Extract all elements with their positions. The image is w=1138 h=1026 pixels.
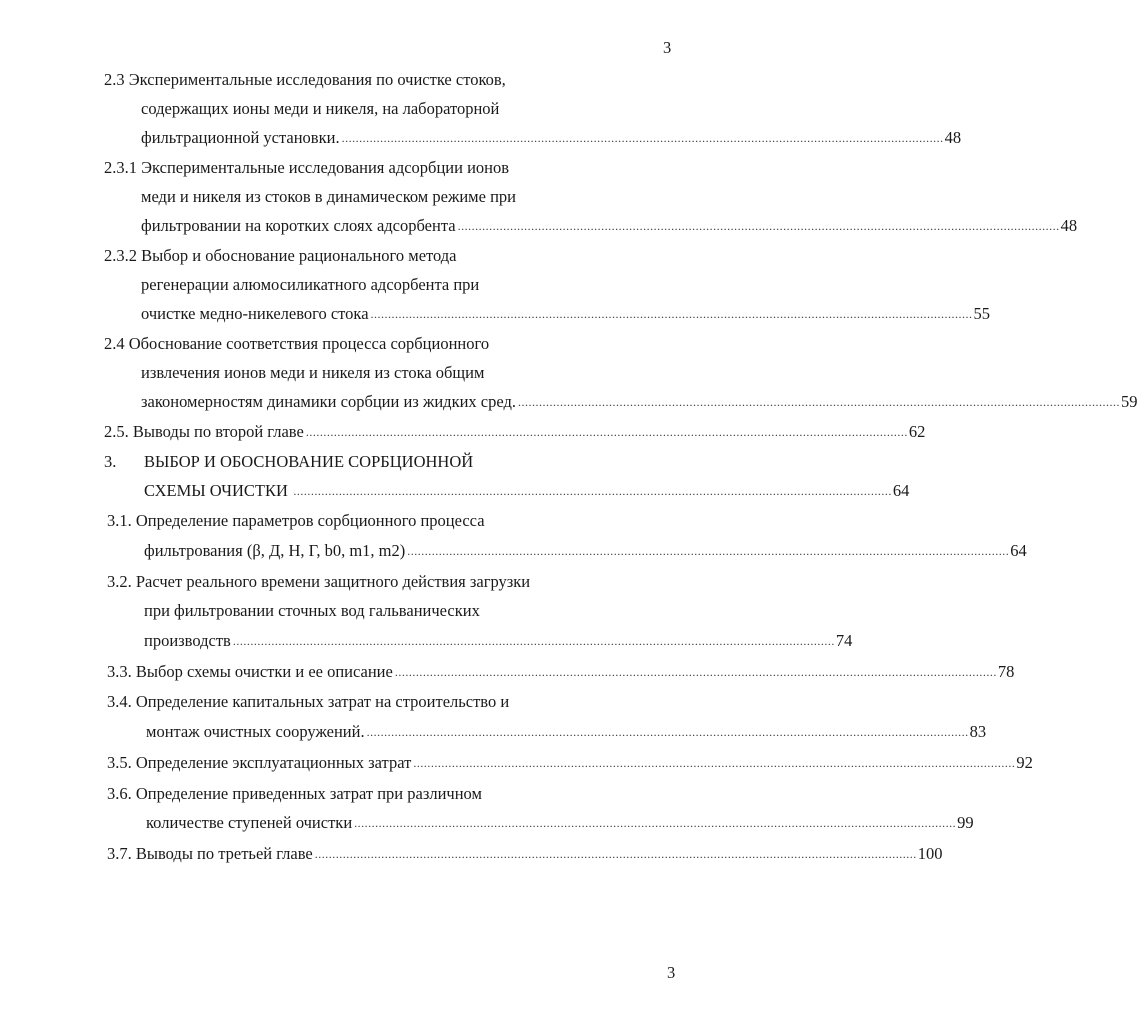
toc-page-number: 55 (973, 304, 991, 323)
toc-entry-text: 3.3. Выбор схемы очистки и ее описание (107, 662, 393, 681)
leader-dots: ............................................................................................................................................................................ (366, 725, 969, 739)
leader-dots: ............................................................................................................................................................................ (413, 756, 1016, 770)
toc-entry-3-2-line-2: при фильтровании сточных вод гальванических (144, 601, 480, 620)
toc-entry-3-2-line-1: 3.2. Расчет реального времени защитного действия загрузки (107, 572, 531, 591)
toc-entry-text: монтаж очистных сооружений. (146, 722, 365, 741)
toc-page-number: 100 (917, 844, 943, 863)
toc-page-number: 99 (957, 813, 974, 832)
toc-page-number: 64 (892, 481, 910, 500)
chapter-number: 3. (104, 452, 117, 471)
toc-entry-3-6-line-2 (146, 812, 974, 834)
toc-page-number: 83 (969, 722, 987, 741)
toc-entry-3-4-line-1: 3.4. Определение капитальных затрат на строительство и (107, 692, 510, 711)
page-number-bottom: 3 (667, 963, 676, 982)
toc-entry-3-5 (107, 752, 1033, 774)
toc-entry-2-3-line-2: содержащих ионы меди и никеля, на лабораторной (141, 99, 500, 118)
toc-entry-text: производств (144, 631, 231, 650)
leader-dots: ............................................................................................................................................................................ (354, 816, 957, 830)
toc-entry-text: 3.5. Определение эксплуатационных затрат (107, 753, 412, 772)
toc-entry-2-4-line-1: 2.4 Обоснование соответствия процесса сорбционного (104, 334, 490, 353)
toc-page-number: 92 (1016, 753, 1033, 772)
toc-entry-text: СХЕМЫ ОЧИСТКИ (144, 481, 288, 500)
toc-page-number: 48 (944, 128, 962, 147)
leader-dots: ............................................................................................................................................................................ (370, 307, 973, 321)
toc-page-number: 48 (1060, 216, 1078, 235)
toc-entry-text: фильтрования (β, Д, Н, Г, b0, m1, m2) (144, 541, 406, 560)
toc-page-number: 62 (908, 422, 926, 441)
toc-entry-3-1-line-2 (144, 540, 1027, 562)
leader-dots: ............................................................................................................................................................................ (305, 425, 908, 439)
page-number-top: 3 (663, 38, 672, 57)
toc-entry-text: количестве ступеней очистки (146, 813, 353, 832)
chapter-title-line-1: ВЫБОР И ОБОСНОВАНИЕ СОРБЦИОННОЙ (144, 452, 474, 471)
toc-entry-2-5 (104, 421, 926, 443)
leader-dots: ............................................................................................................................................................................ (407, 544, 1010, 558)
toc-entry-text: фильтровании на коротких слоях адсорбента (141, 216, 456, 235)
toc-page-number: 78 (997, 662, 1015, 681)
leader-dots: ............................................................................................................................................................................ (457, 219, 1060, 233)
toc-entry-2-4-line-3 (141, 391, 1138, 413)
toc-entry-3-7 (107, 843, 943, 865)
toc-entry-2-3-line-3 (141, 127, 962, 149)
toc-entry-2-3-1-line-1: 2.3.1 Экспериментальные исследования адсорбции ионов (104, 158, 510, 177)
toc-page-number: 59 (1121, 392, 1138, 411)
toc-entry-3-4-line-2 (146, 721, 987, 743)
toc-page-number: 64 (1010, 541, 1027, 560)
toc-entry-2-3-line-1: 2.3 Экспериментальные исследования по очистке стоков, (104, 70, 506, 89)
toc-entry-text: 3.7. Выводы по третьей главе (107, 844, 313, 863)
toc-entry-2-3-1-line-2: меди и никеля из стоков в динамическом режиме при (141, 187, 516, 206)
leader-dots: ............................................................................................................................................................................ (394, 665, 997, 679)
toc-entry-2-3-2-line-1: 2.3.2 Выбор и обоснование рационального метода (104, 246, 457, 265)
toc-entry-3-6-line-1: 3.6. Определение приведенных затрат при различном (107, 784, 482, 803)
toc-entry-text: фильтрационной установки. (141, 128, 340, 147)
toc-chapter-3-heading (104, 451, 473, 473)
toc-entry-2-3-1-line-3 (141, 215, 1078, 237)
toc-entry-3-3 (107, 661, 1015, 683)
leader-dots: ............................................................................................................................................................................ (341, 131, 944, 145)
toc-entry-text: закономерностям динамики сорбции из жидких сред. (141, 392, 516, 411)
toc-chapter-3-line-2 (144, 480, 910, 502)
leader-dots: ............................................................................................................................................................................ (314, 847, 917, 861)
toc-entry-text: очистке медно-никелевого стока (141, 304, 369, 323)
leader-dots: ............................................................................................................................................................................ (518, 395, 1120, 409)
leader-dots: ............................................................................................................................................................................ (232, 634, 835, 648)
toc-page-number: 74 (835, 631, 853, 650)
toc-entry-3-1-line-1: 3.1. Определение параметров сорбционного процесса (107, 511, 485, 530)
toc-entry-3-2-line-3 (144, 630, 853, 652)
toc-entry-2-3-2-line-3 (141, 303, 991, 325)
toc-entry-text: 2.5. Выводы по второй главе (104, 422, 304, 441)
toc-entry-2-3-2-line-2: регенерации алюмосиликатного адсорбента при (141, 275, 480, 294)
toc-entry-2-4-line-2: извлечения ионов меди и никеля из стока общим (141, 363, 485, 382)
leader-dots: ........................................................................................................................................................................... (289, 484, 892, 498)
